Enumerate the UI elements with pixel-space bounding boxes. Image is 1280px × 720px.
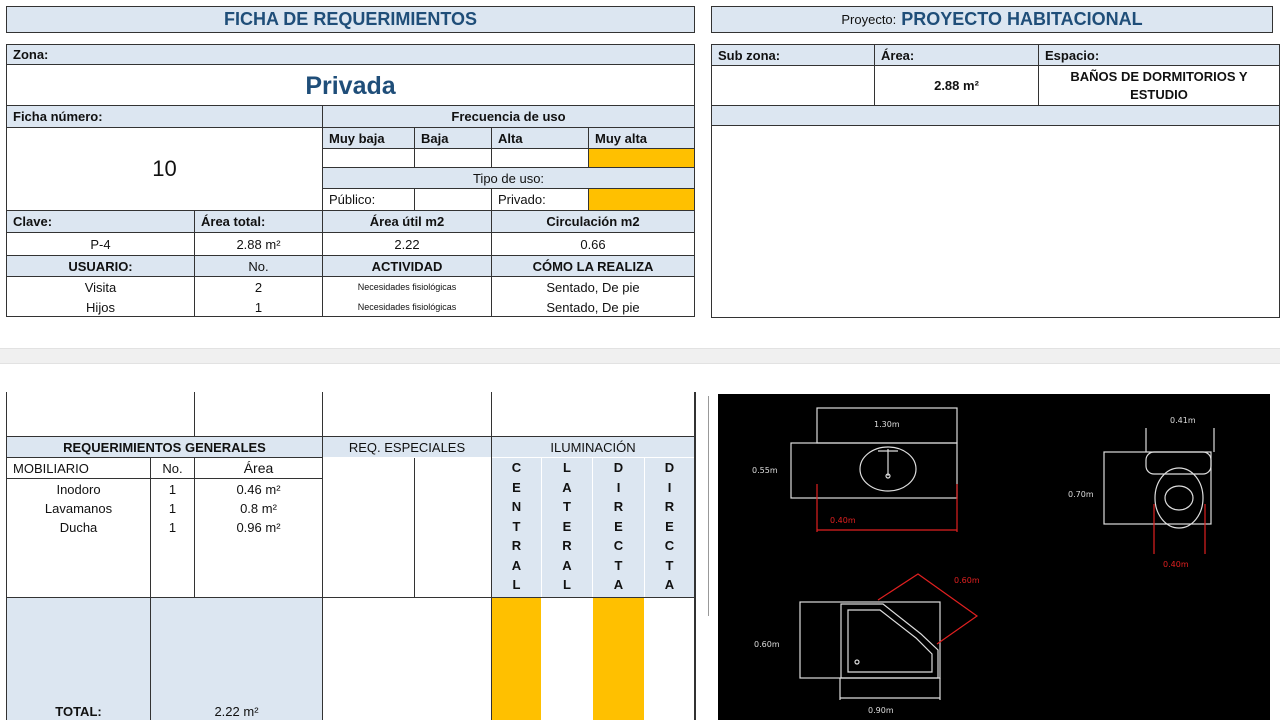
key-header: Clave: bbox=[7, 211, 194, 232]
toilet-left-dimension: 0.70m bbox=[1068, 490, 1094, 499]
fixtures-drawing bbox=[718, 394, 1270, 720]
furniture-row-3-no: 1 bbox=[168, 520, 177, 535]
lighting-letter: L bbox=[563, 460, 571, 475]
sub-zone-label: Sub zona: bbox=[712, 45, 874, 65]
freq-low-box[interactable] bbox=[415, 149, 491, 167]
space-value bbox=[1039, 66, 1279, 105]
lighting-central-selected[interactable] bbox=[492, 598, 541, 720]
lighting-letter: D bbox=[664, 460, 675, 475]
frequency-label: Frecuencia de uso bbox=[323, 106, 694, 127]
notes-header bbox=[712, 106, 1279, 126]
lighting-letter: R bbox=[562, 538, 572, 553]
lighting-letter: I bbox=[667, 479, 672, 495]
use-private-label: Privado: bbox=[498, 192, 546, 207]
lighting-letter: A bbox=[664, 577, 675, 592]
use-public-box[interactable] bbox=[415, 189, 491, 210]
freq-high-box[interactable] bbox=[492, 149, 588, 167]
space-value-line-1: BAÑOS DE DORMITORIOS Y bbox=[1070, 69, 1248, 84]
lighting-central-label bbox=[492, 458, 541, 595]
user-no-header: No. bbox=[195, 256, 322, 276]
special-req-header: REQ. ESPECIALES bbox=[323, 437, 491, 457]
lighting-letter: E bbox=[562, 518, 572, 534]
zone-label: Zona: bbox=[7, 45, 694, 65]
lighting-letter: A bbox=[562, 479, 572, 495]
furniture-row-1-area: 0.46 m² bbox=[236, 482, 281, 497]
total-label-cell bbox=[7, 598, 150, 720]
furniture-row-1-no: 1 bbox=[168, 482, 177, 497]
use-public-label: Público: bbox=[329, 192, 376, 207]
shower-plan bbox=[800, 602, 940, 700]
total-area-header: Área total: bbox=[195, 211, 322, 232]
total-label: TOTAL: bbox=[55, 704, 102, 719]
lighting-letter: A bbox=[562, 557, 572, 573]
lighting-letter: C bbox=[613, 538, 624, 553]
freq-very-low-box[interactable] bbox=[323, 149, 414, 167]
fixtures-plan-svg bbox=[718, 394, 1270, 720]
freq-low-label: Baja bbox=[415, 128, 491, 148]
lighting-letter: L bbox=[512, 577, 521, 592]
total-area-value: 2.88 m² bbox=[236, 236, 281, 252]
user-row-2-activity: Necesidades fisiológicas bbox=[357, 302, 457, 312]
lighting-letter: A bbox=[613, 577, 624, 592]
shower-diagonal-dimension: 0.60m bbox=[954, 576, 980, 585]
zone-value: Privada bbox=[305, 71, 396, 100]
user-row-2-how: Sentado, De pie bbox=[546, 299, 640, 315]
lighting-letter: C bbox=[664, 538, 675, 553]
circulation-value: 0.66 bbox=[580, 236, 606, 252]
key-value: P-4 bbox=[90, 236, 111, 252]
lighting-letter: D bbox=[613, 460, 624, 475]
toilet-plan bbox=[1104, 428, 1214, 528]
freq-very-high-box[interactable] bbox=[589, 149, 694, 167]
sink-bottom-dimension: 0.40m bbox=[830, 516, 856, 525]
use-type-label: Tipo de uso: bbox=[323, 168, 694, 188]
furniture-header: MOBILIARIO bbox=[13, 460, 89, 476]
zone-value-cell bbox=[7, 66, 694, 106]
shower-left-dimension: 0.60m bbox=[754, 640, 780, 649]
user-row-1-how: Sentado, De pie bbox=[546, 279, 640, 295]
freq-very-high-label: Muy alta bbox=[589, 128, 694, 148]
sink-top-dimension: 1.30m bbox=[874, 420, 900, 429]
toilet-bottom-dimension: 0.40m bbox=[1163, 560, 1189, 569]
lighting-letter: E bbox=[665, 518, 674, 534]
lighting-letter: I bbox=[616, 479, 621, 495]
project-banner bbox=[711, 6, 1273, 33]
sheet-number-label: Ficha número: bbox=[7, 106, 322, 127]
sheet-number: 10 bbox=[152, 156, 177, 181]
lighting-letter: E bbox=[512, 479, 521, 495]
lighting-letter: T bbox=[512, 518, 521, 534]
how-header: CÓMO LA REALIZA bbox=[492, 256, 694, 276]
lighting-letter: N bbox=[511, 499, 522, 514]
lighting-direct-2-label bbox=[645, 458, 694, 595]
total-value-cell bbox=[151, 598, 322, 720]
general-req-header: REQUERIMIENTOS GENERALES bbox=[7, 437, 322, 457]
circulation-header: Circulación m2 bbox=[492, 211, 694, 232]
useful-area-header: Área útil m2 bbox=[323, 211, 491, 232]
lighting-direct-1-label bbox=[593, 458, 644, 595]
user-row-2-name: Hijos bbox=[86, 299, 115, 315]
page-separator bbox=[0, 348, 1280, 364]
toilet-top-dimension: 0.41m bbox=[1170, 416, 1196, 425]
furniture-row-2-no: 1 bbox=[168, 501, 177, 516]
lighting-letter: T bbox=[665, 557, 674, 573]
lighting-letter: A bbox=[511, 557, 522, 573]
lighting-letter: R bbox=[511, 538, 522, 553]
lighting-letter: L bbox=[563, 577, 571, 592]
user-header: USUARIO: bbox=[7, 256, 194, 276]
lighting-letter: T bbox=[563, 499, 571, 514]
furniture-row-3-area: 0.96 m² bbox=[236, 520, 281, 535]
space-value-line-2: ESTUDIO bbox=[1130, 87, 1188, 102]
user-row-1-activity: Necesidades fisiológicas bbox=[357, 282, 457, 292]
furniture-no-header: No. bbox=[162, 460, 183, 476]
lighting-letter: C bbox=[511, 460, 522, 475]
lighting-letter: R bbox=[613, 499, 624, 514]
furniture-row-2-area: 0.8 m² bbox=[240, 501, 277, 516]
lighting-letter: E bbox=[614, 518, 623, 534]
lighting-header: ILUMINACIÓN bbox=[492, 437, 694, 457]
furniture-row-3-name: Ducha bbox=[59, 520, 98, 535]
total-value: 2.22 m² bbox=[214, 704, 259, 719]
sheet-title: FICHA DE REQUERIMIENTOS bbox=[223, 9, 478, 29]
sink-left-dimension: 0.55m bbox=[752, 466, 778, 475]
furniture-area-header: Área bbox=[243, 460, 274, 476]
user-row-1-name: Visita bbox=[84, 279, 117, 295]
freq-very-low-label: Muy baja bbox=[323, 128, 414, 148]
useful-area-value: 2.22 bbox=[394, 236, 420, 252]
project-label: Proyecto: bbox=[841, 12, 897, 27]
freq-high-label: Alta bbox=[492, 128, 588, 148]
area-value: 2.88 m² bbox=[934, 78, 979, 93]
lighting-letter: R bbox=[664, 499, 675, 514]
sub-zone-value bbox=[712, 66, 874, 105]
furniture-row-2-name: Lavamanos bbox=[44, 501, 113, 516]
lighting-lateral-label bbox=[542, 458, 592, 595]
area-label: Área: bbox=[875, 45, 1038, 65]
space-label: Espacio: bbox=[1039, 45, 1279, 65]
lighting-direct-selected[interactable] bbox=[593, 598, 644, 720]
lighting-letter: T bbox=[614, 557, 623, 573]
furniture-row-1-name: Inodoro bbox=[56, 482, 101, 497]
use-private-box[interactable] bbox=[589, 189, 694, 210]
sheet-title-banner bbox=[6, 6, 695, 33]
project-name: PROYECTO HABITACIONAL bbox=[901, 9, 1143, 29]
user-row-1-no: 2 bbox=[254, 279, 263, 295]
user-row-2-no: 1 bbox=[254, 299, 263, 315]
shower-bottom-dimension: 0.90m bbox=[868, 706, 894, 715]
activity-header: ACTIVIDAD bbox=[323, 256, 491, 276]
